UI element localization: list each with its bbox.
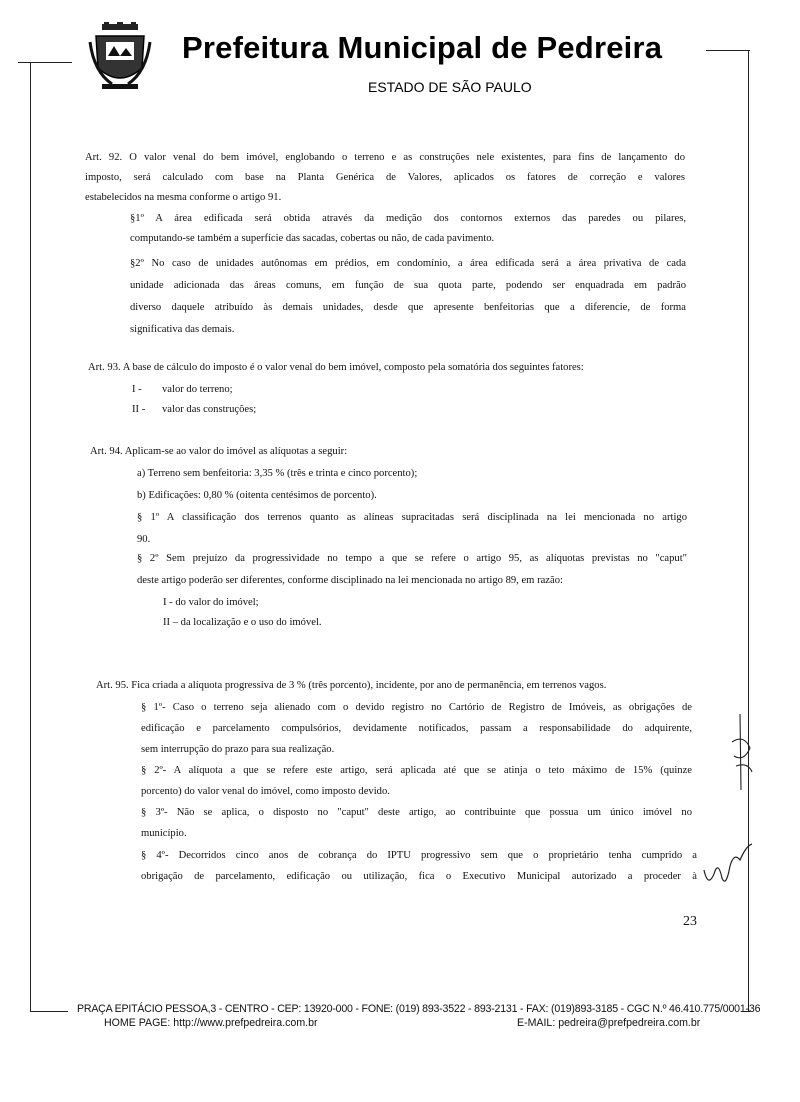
article-93-item-2 <box>132 400 256 420</box>
article-94-subitem-2 <box>163 613 322 633</box>
text-line: § 4º- Decorridos cinco anos de cobrança do IPTU progressivo sem que o proprietário tenha cumprido a <box>141 850 697 861</box>
header-subtitle: ESTADO DE SÃO PAULO <box>368 79 532 95</box>
text-line: computando-se também a superfície das sacadas, cobertas ou não, de cada pavimento. <box>130 233 495 244</box>
city-crest-logo <box>88 22 152 94</box>
page-number: 23 <box>683 914 697 929</box>
article-94-paragraph-1 <box>137 507 687 551</box>
article-94-item-a <box>137 464 417 484</box>
article-95-paragraph-1 <box>141 697 692 760</box>
header-title: Prefeitura Municipal de Pedreira <box>182 30 663 65</box>
item-number: I - <box>132 384 142 395</box>
text-line: Art. 94. Aplicam-se ao valor do imóvel as alíquotas a seguir: <box>90 446 348 457</box>
article-92-paragraph-2 <box>130 253 686 341</box>
text-line: § 1º A classificação dos terrenos quanto as alíneas supracitadas será disciplinada na lei mencionada no artigo <box>137 512 687 523</box>
article-94-item-b <box>137 486 377 506</box>
article-94-paragraph-2 <box>137 548 687 592</box>
text-line: § 2º Sem prejuízo da progressividade no tempo a que se refere o artigo 95, as alíquotas previstas no "caput" <box>137 553 687 564</box>
text-line: § 1º- Caso o terreno seja alienado com o devido registro no Cartório de Registro de Imóveis, as obrigações de <box>141 702 692 713</box>
text-line: Art. 93. A base de cálculo do imposto é o valor venal do bem imóvel, composto pela somatória dos seguintes fatores: <box>88 362 584 373</box>
footer-address: PRAÇA EPITÁCIO PESSOA,3 - CENTRO - CEP: 13920-000 - FONE: (019) 893-3522 - 893-2131 - FAX: (019)893-3185 - CGC N.º 46.410.775/0001-36 <box>77 1003 761 1015</box>
article-95 <box>96 676 692 696</box>
rubric-signature <box>700 840 755 890</box>
article-93-item-1 <box>132 380 233 400</box>
text-line: estabelecidos na mesma conforme o artigo 91. <box>85 192 282 203</box>
text-line: 90. <box>137 534 151 545</box>
text-line: II – da localização e o uso do imóvel. <box>163 617 322 628</box>
text-line: significativa das demais. <box>130 324 235 335</box>
article-94 <box>90 442 347 462</box>
text-line: a) Terreno sem benfeitoria: 3,35 % (três e trinta e cinco porcento); <box>137 468 418 479</box>
text-line: obrigação de parcelamento, edificação ou utilização, fica o Executivo Municipal autorizado a proceder à <box>141 871 697 882</box>
rubric-signature <box>726 712 756 792</box>
text-line: §2º No caso de unidades autônomas em prédios, em condomínio, a área edificada será a área privativa de cada <box>130 258 686 269</box>
text-line: § 2º- A alíquota a que se refere este artigo, será aplicada até que se atinja o teto máximo de 15% (quinze <box>141 765 692 776</box>
text-line: sem interrupção do prazo para sua realização. <box>141 744 335 755</box>
article-93 <box>88 358 688 378</box>
item-number: II - <box>132 404 146 415</box>
text-line: § 3º- Não se aplica, o disposto no "caput" deste artigo, ao contribuinte que possua um único imóvel no <box>141 807 692 818</box>
frame-left-border <box>30 62 31 1012</box>
text-line: deste artigo poderão ser diferentes, conforme disciplinado na lei mencionada no artigo 89, em razão: <box>137 575 563 586</box>
text-line: diverso daquele atribuído às demais unidades, desde que apresente benfeitorias que a diferencie, de forma <box>130 302 686 313</box>
text-line: edificação e parcelamento compulsórios, devidamente notificados, passam a responsabilidade do adquirente, <box>141 723 692 734</box>
text-line: Art. 95. Fica criada a alíquota progressiva de 3 % (três porcento), incidente, por ano de permanência, em terrenos vagos. <box>96 680 607 691</box>
frame-rule-top-left <box>18 62 72 63</box>
text-line: unidade adicionada das áreas comuns, em função de sua quota parte, podendo ser enquadrada em padrão <box>130 280 686 291</box>
text-line: porcento) do valor venal do imóvel, como imposto devido. <box>141 786 390 797</box>
text-line: imposto, será calculado com base na Planta Genérica de Valores, aplicados os fatores de correção e valores <box>85 172 685 183</box>
text-line: §1º A área edificada será obtida através da medição dos contornos externos das paredes ou pilares, <box>130 213 686 224</box>
text-line: Art. 92. O valor venal do bem imóvel, englobando o terreno e as construções nele existentes, para fins de lançamento do <box>85 152 685 163</box>
article-92 <box>85 148 685 208</box>
text-line: I - do valor do imóvel; <box>163 597 259 608</box>
text-line: b) Edificações: 0,80 % (oitenta centésimos de porcento). <box>137 490 377 501</box>
article-95-paragraph-3 <box>141 802 692 844</box>
text-line: município. <box>141 828 187 839</box>
article-92-paragraph-1 <box>130 209 686 249</box>
footer-email: E-MAIL: pedreira@prefpedreira.com.br <box>517 1017 701 1029</box>
frame-rule-bottom-left <box>30 1011 68 1012</box>
footer-homepage: HOME PAGE: http://www.prefpedreira.com.br <box>104 1017 318 1029</box>
item-text: valor do terreno; <box>162 384 233 395</box>
article-95-paragraph-4 <box>141 845 697 887</box>
article-95-paragraph-2 <box>141 760 692 802</box>
item-text: valor das construções; <box>162 404 257 415</box>
article-94-subitem-1 <box>163 593 259 613</box>
frame-rule-top <box>706 50 750 51</box>
